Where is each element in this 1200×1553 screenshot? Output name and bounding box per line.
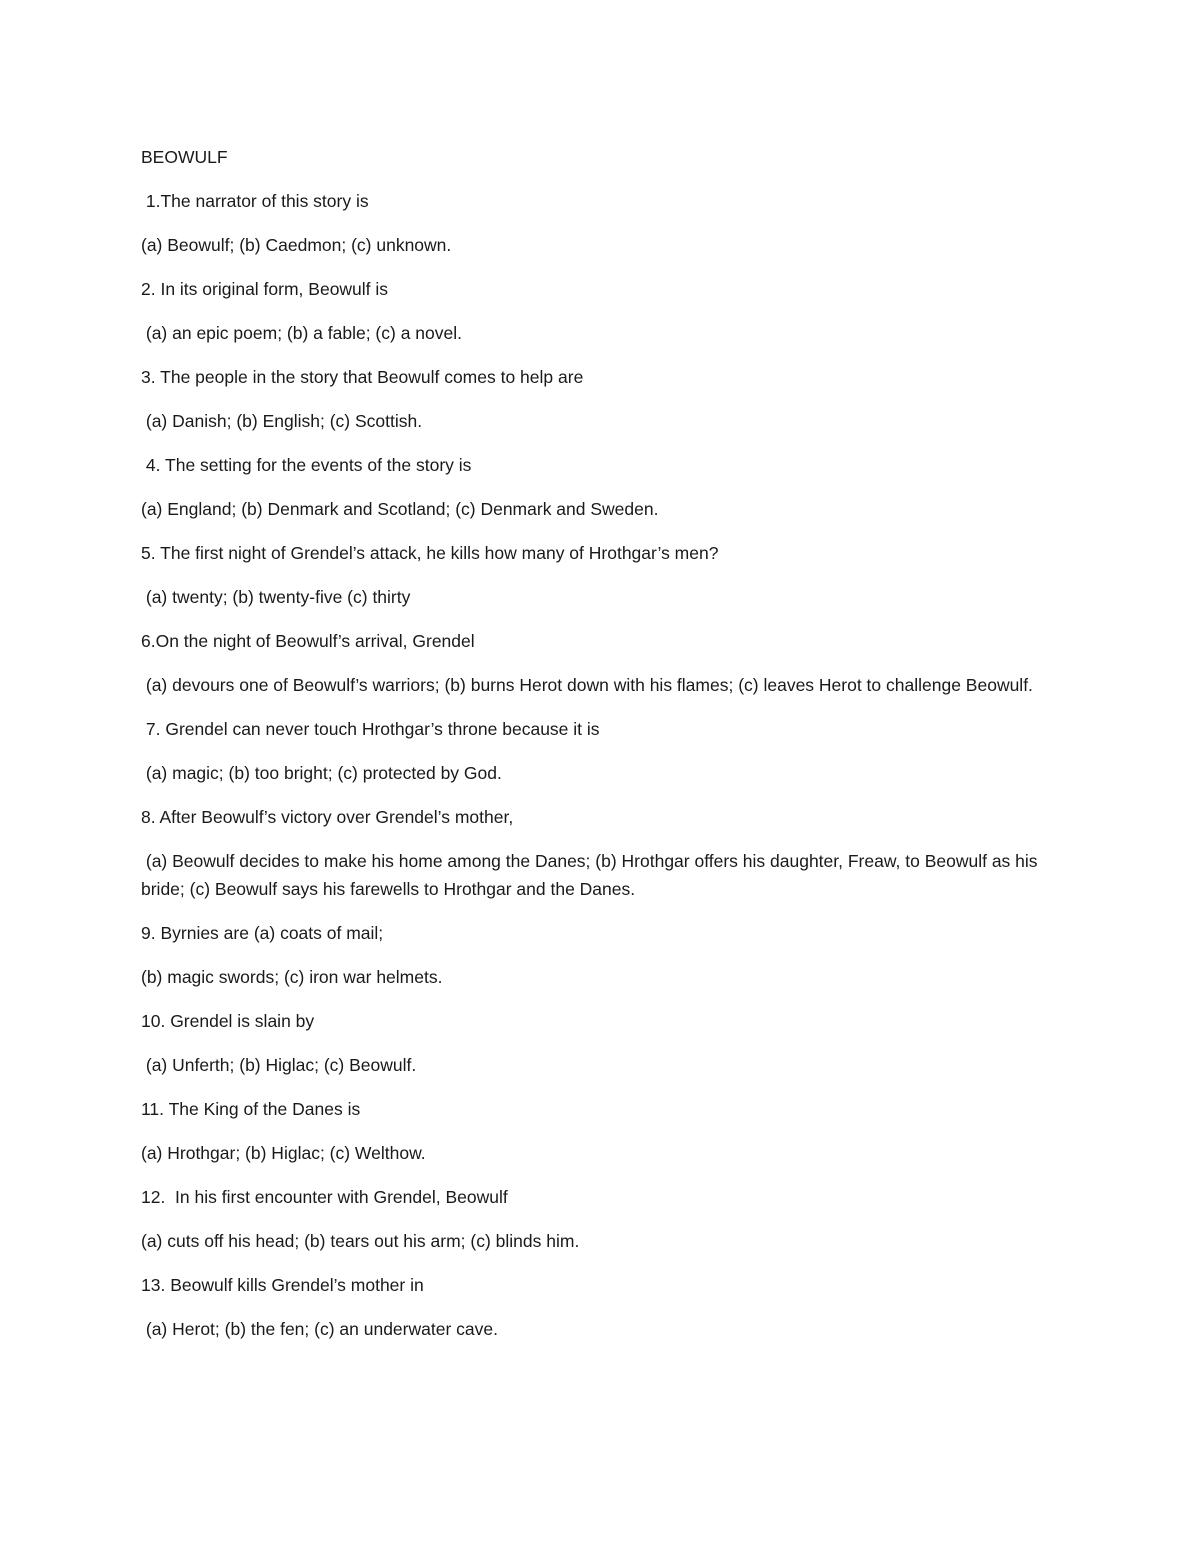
answers-9: (b) magic swords; (c) iron war helmets. [141,967,443,987]
question-11: 11. The King of the Danes is [141,1099,361,1119]
question-12: 12. In his first encounter with Grendel, Beowulf [141,1187,508,1207]
answers-13: (a) Herot; (b) the fen; (c) an underwater cave. [141,1319,498,1339]
answers-12: (a) cuts off his head; (b) tears out his arm; (c) blinds him. [141,1231,580,1251]
question-13: 13. Beowulf kills Grendel’s mother in [141,1275,424,1295]
answers-8: (a) Beowulf decides to make his home among the Danes; (b) Hrothgar offers his daughter, Freaw, to Beowulf as his bride; (c) Beowulf says his farewells to Hrothgar and the Danes. [141,850,1043,899]
question-9: 9. Byrnies are (a) coats of mail; [141,923,384,943]
document-title: BEOWULF [141,147,228,167]
answers-4: (a) England; (b) Denmark and Scotland; (c) Denmark and Sweden. [141,498,659,519]
question-4: 4. The setting for the events of the story is [141,454,472,475]
answers-10: (a) Unferth; (b) Higlac; (c) Beowulf. [141,1055,417,1075]
document-body [141,143,1061,1359]
answers-6: (a) devours one of Beowulf’s warriors; (b) burns Herot down with his flames; (c) leaves Herot to challenge Beowulf. [141,674,1033,695]
question-5: 5. The first night of Grendel’s attack, he kills how many of Hrothgar’s men? [141,542,719,563]
question-10: 10. Grendel is slain by [141,1011,315,1031]
question-7: 7. Grendel can never touch Hrothgar’s throne because it is [141,718,600,739]
answers-3: (a) Danish; (b) English; (c) Scottish. [141,410,423,431]
answers-2: (a) an epic poem; (b) a fable; (c) a novel. [141,322,462,343]
question-1: 1.The narrator of this story is [141,190,369,211]
question-6: 6.On the night of Beowulf’s arrival, Grendel [141,630,475,651]
answers-11: (a) Hrothgar; (b) Higlac; (c) Welthow. [141,1143,426,1163]
question-8: 8. After Beowulf’s victory over Grendel’s mother, [141,806,514,827]
question-2: 2. In its original form, Beowulf is [141,278,389,299]
answers-7: (a) magic; (b) too bright; (c) protected by God. [141,762,502,783]
answers-5: (a) twenty; (b) twenty-five (c) thirty [141,586,411,607]
answers-1: (a) Beowulf; (b) Caedmon; (c) unknown. [141,234,452,255]
question-3: 3. The people in the story that Beowulf comes to help are [141,366,584,387]
